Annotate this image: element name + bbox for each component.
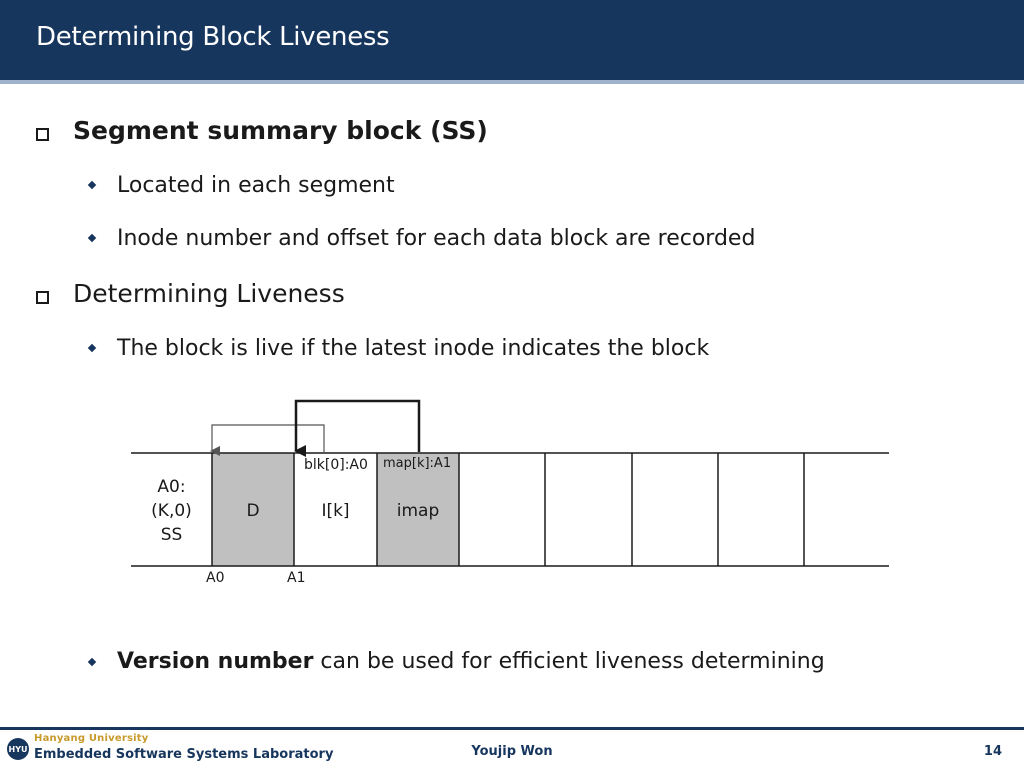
address-a1-label: A1	[287, 570, 306, 586]
address-a0-label: A0	[206, 570, 225, 586]
university-logo-icon: HYU	[7, 738, 29, 760]
inode-to-data-arrow	[212, 425, 324, 452]
imap-block-label: imap	[396, 501, 440, 521]
ss-label: SS	[160, 525, 183, 545]
slide-title: Determining Block Liveness	[36, 22, 390, 52]
page-number: 14	[983, 744, 1002, 759]
imap-pointer-label: map[k]:A1	[383, 456, 452, 471]
version-number-bold: Version number	[117, 649, 314, 674]
university-name: Hanyang University	[34, 733, 149, 744]
footer-divider	[0, 727, 1024, 730]
bullet-located: Located in each segment	[117, 173, 395, 198]
bullet-block-live: The block is live if the latest inode indicates the block	[117, 336, 710, 361]
data-block-label: D	[246, 501, 260, 521]
lab-name: Embedded Software Systems Laboratory	[34, 747, 334, 762]
ss-label-entry: (K,0)	[151, 501, 192, 521]
version-number-rest: can be used for efficient liveness determining	[313, 649, 825, 674]
imap-to-inode-arrow	[296, 401, 419, 452]
inode-pointer-label: blk[0]:A0	[304, 457, 368, 473]
ss-label-address: A0:	[157, 477, 186, 497]
bullet-segment-summary: Segment summary block (SS)	[73, 116, 488, 145]
bullet-version-number	[117, 649, 825, 674]
bullet-determining-liveness: Determining Liveness	[73, 279, 345, 308]
bullet-inode-number: Inode number and offset for each data block are recorded	[117, 226, 756, 251]
author-name: Youjip Won	[471, 744, 553, 759]
inode-block-label: I[k]	[321, 501, 350, 521]
